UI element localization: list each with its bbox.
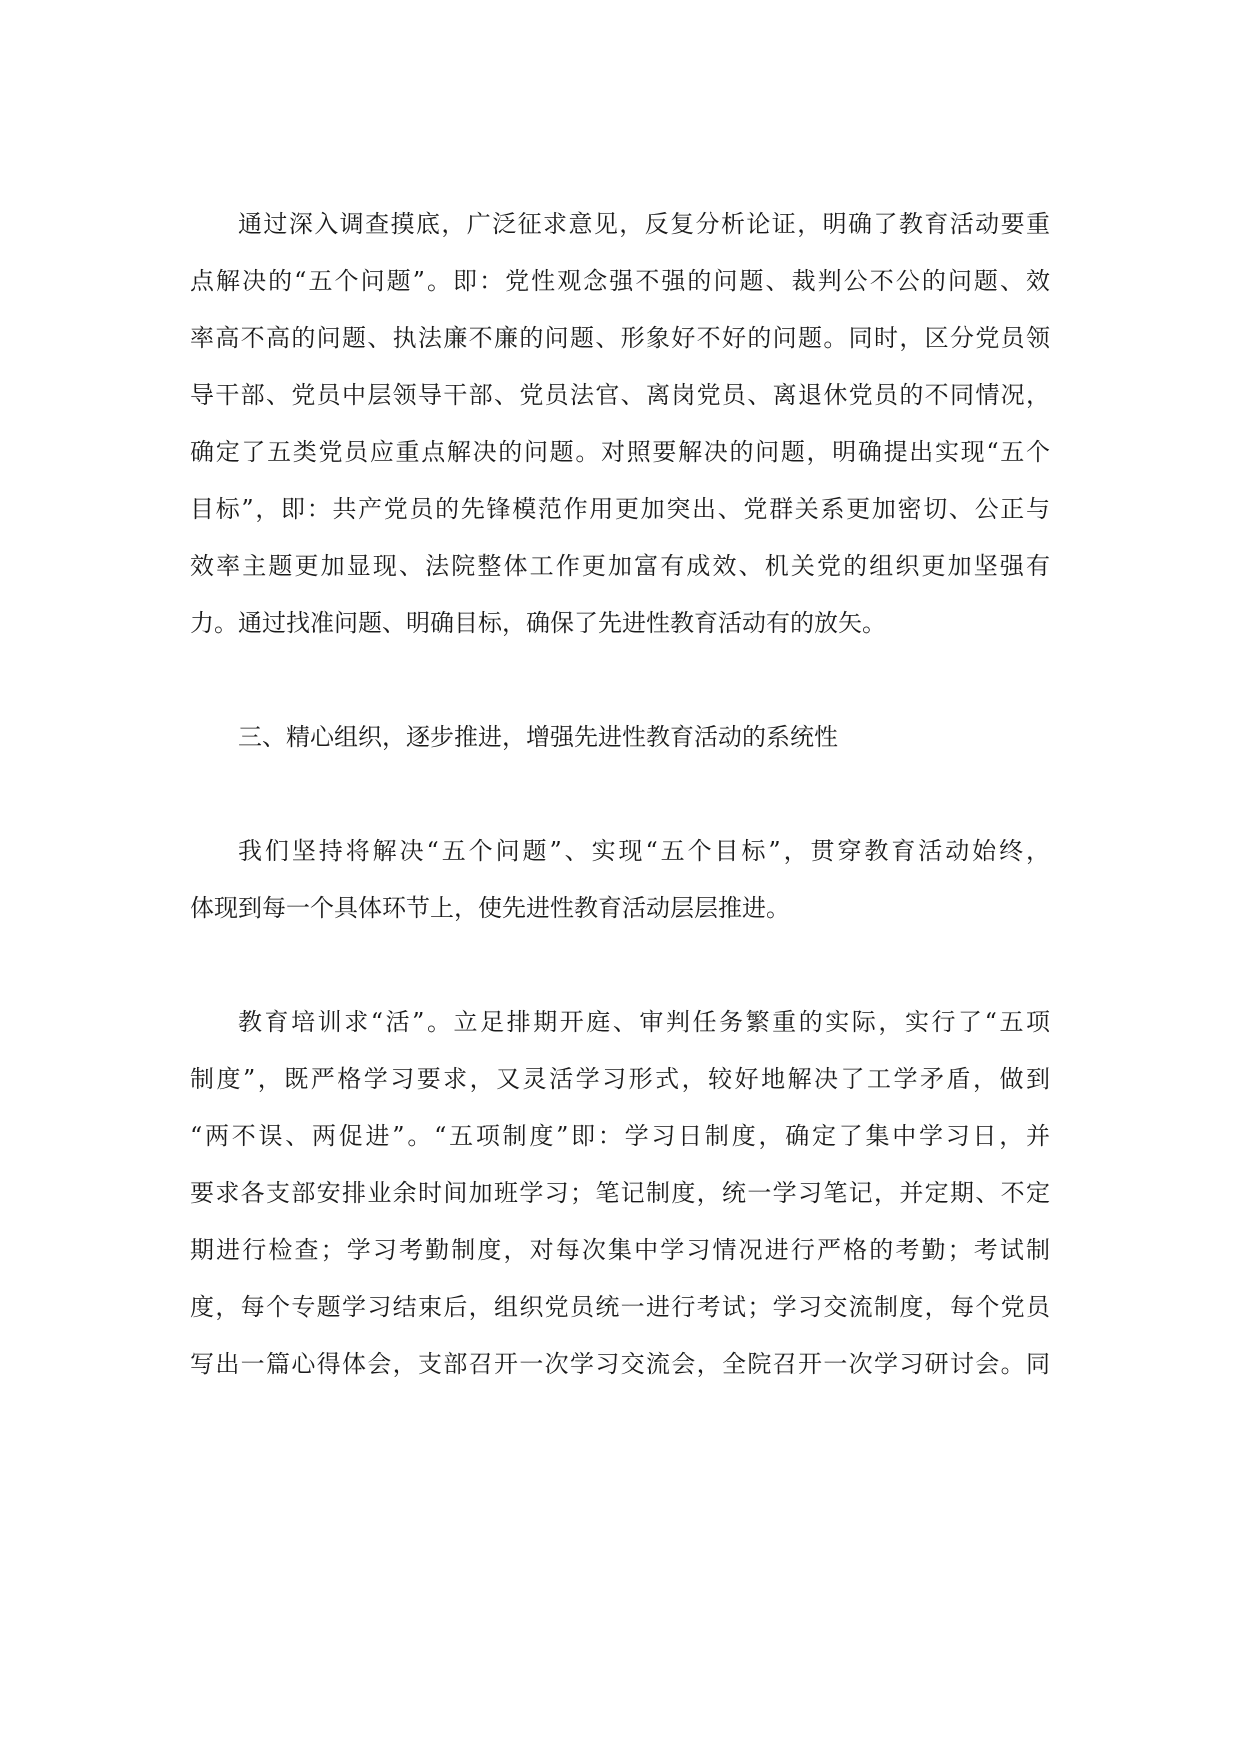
paragraph-3-line-3: “两不误、两促进”。“五项制度”即：学习日制度，确定了集中学习日，并 (190, 1122, 1050, 1150)
paragraph-1-line-5: 确定了五类党员应重点解决的问题。对照要解决的问题，明确提出实现“五个 (190, 438, 1050, 466)
paragraph-3-line-5: 期进行检查；学习考勤制度，对每次集中学习情况进行严格的考勤；考试制 (190, 1236, 1050, 1264)
paragraph-3-line-4: 要求各支部安排业余时间加班学习；笔记制度，统一学习笔记，并定期、不定 (190, 1179, 1050, 1207)
paragraph-2-line-2: 体现到每一个具体环节上，使先进性教育活动层层推进。 (190, 894, 790, 922)
paragraph-1-line-6: 目标”，即：共产党员的先锋模范作用更加突出、党群关系更加密切、公正与 (190, 495, 1050, 523)
paragraph-3-line-7: 写出一篇心得体会，支部召开一次学习交流会，全院召开一次学习研讨会。同 (190, 1350, 1050, 1378)
paragraph-3-line-2: 制度”，既严格学习要求，又灵活学习形式，较好地解决了工学矛盾，做到 (190, 1065, 1050, 1093)
section-heading-3: 三、精心组织，逐步推进，增强先进性教育活动的系统性 (238, 723, 838, 751)
paragraph-3-line-1: 教育培训求“活”。立足排期开庭、审判任务繁重的实际，实行了“五项 (238, 1008, 1050, 1036)
paragraph-1-line-1: 通过深入调查摸底，广泛征求意见，反复分析论证，明确了教育活动要重 (238, 210, 1050, 238)
paragraph-1-line-3: 率高不高的问题、执法廉不廉的问题、形象好不好的问题。同时，区分党员领 (190, 324, 1050, 352)
paragraph-1-line-2: 点解决的“五个问题”。即：党性观念强不强的问题、裁判公不公的问题、效 (190, 267, 1050, 295)
paragraph-3-line-6: 度，每个专题学习结束后，组织党员统一进行考试；学习交流制度，每个党员 (190, 1293, 1050, 1321)
paragraph-1-line-4: 导干部、党员中层领导干部、党员法官、离岗党员、离退休党员的不同情况， (190, 381, 1050, 409)
paragraph-1-line-8: 力。通过找准问题、明确目标，确保了先进性教育活动有的放矢。 (190, 609, 886, 637)
paragraph-2-line-1: 我们坚持将解决“五个问题”、实现“五个目标”，贯穿教育活动始终， (238, 837, 1050, 865)
paragraph-1-line-7: 效率主题更加显现、法院整体工作更加富有成效、机关党的组织更加坚强有 (190, 552, 1050, 580)
